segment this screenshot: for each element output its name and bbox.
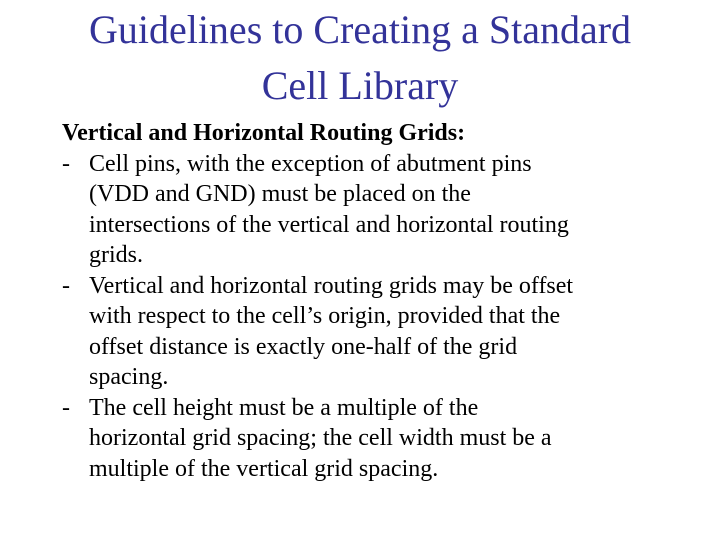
bullet-3-line-3: multiple of the vertical grid spacing.: [89, 455, 439, 482]
bullet-1-line-3: intersections of the vertical and horizontal routing: [89, 211, 569, 238]
bullet-item-pins: [62, 149, 682, 271]
bullet-marker: -: [62, 272, 70, 299]
bullet-item-offset: [62, 271, 682, 393]
title-line-2: Cell Library: [261, 63, 459, 108]
bullet-3-line-2: horizontal grid spacing; the cell width must be a: [89, 425, 552, 451]
bullet-marker: -: [62, 394, 70, 421]
bullet-2-line-2: with respect to the cell’s origin, provided that the: [89, 303, 561, 329]
slide-title: [0, 2, 720, 114]
bullet-2-line-1: Vertical and horizontal routing grids may be offset: [89, 272, 574, 299]
bullet-item-cell-size: [62, 393, 682, 485]
section-heading: Vertical and Horizontal Routing Grids:: [62, 120, 466, 146]
bullet-3-line-1: The cell height must be a multiple of the: [89, 394, 479, 421]
bullet-1-line-2: (VDD and GND) must be placed on the: [89, 181, 471, 207]
bullet-1-line-4: grids.: [89, 242, 143, 268]
title-line-1: Guidelines to Creating a Standard: [88, 7, 632, 52]
bullet-2-line-4: spacing.: [89, 364, 169, 390]
bullet-marker: -: [62, 150, 70, 177]
bullet-1-line-1: Cell pins, with the exception of abutment pins: [89, 150, 532, 177]
slide-body: [62, 118, 682, 484]
bullet-2-line-3: offset distance is exactly one-half of the grid: [89, 333, 518, 360]
